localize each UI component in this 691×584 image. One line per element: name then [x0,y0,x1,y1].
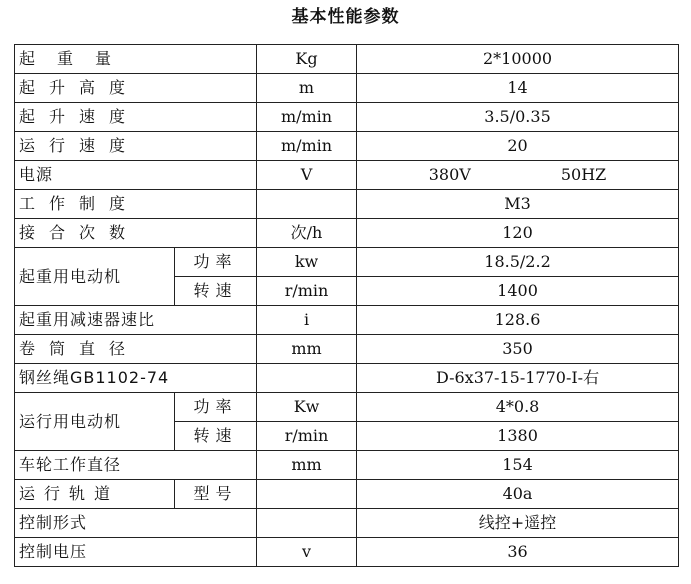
unit-cell: Kg [257,45,357,74]
sub-param-cell: 功率 [175,248,257,277]
table-row [15,45,679,74]
table-row [15,248,679,277]
unit-cell: r/min [257,277,357,306]
unit-cell: 次/h [257,219,357,248]
table-row [15,538,679,567]
value-cell: 14 [357,74,679,103]
page-title: 基本性能参数 [291,7,400,27]
value-cell: 20 [357,132,679,161]
param-cell: 起升高度 [15,74,257,103]
table-row [15,190,679,219]
param-cell: 工作制度 [15,190,257,219]
value-cell: D-6x37-15-1770-Ⅰ-右 [357,364,679,393]
param-cell: 电源 [15,161,257,190]
param-cell: 起重量 [15,45,257,74]
param-cell: 控制电压 [15,538,257,567]
value-cell: 3.5/0.35 [357,103,679,132]
unit-cell: m [257,74,357,103]
value-cell: 350 [357,335,679,364]
unit-cell [257,190,357,219]
param-cell: 控制形式 [15,509,257,538]
value-cell: 36 [357,538,679,567]
frequency-value: 50HZ [560,165,607,184]
param-cell: 起重用电动机 [15,248,175,306]
table-row [15,74,679,103]
param-cell: 运行轨道 [15,480,175,509]
table-row [15,393,679,422]
table-row [15,132,679,161]
value-cell: 154 [357,451,679,480]
voltage-value: 380V [428,165,471,184]
sub-param-cell: 功率 [175,393,257,422]
unit-cell: Kw [257,393,357,422]
param-cell: 起重用减速器速比 [15,306,257,335]
table-row [15,480,679,509]
table-row [15,364,679,393]
unit-cell: v [257,538,357,567]
value-cell: 1380 [357,422,679,451]
param-cell: 卷筒直径 [15,335,257,364]
sub-param-cell: 转速 [175,422,257,451]
unit-cell [257,364,357,393]
unit-cell: i [257,306,357,335]
value-cell: 2*10000 [357,45,679,74]
unit-cell: m/min [257,132,357,161]
table-row [15,451,679,480]
unit-cell: mm [257,451,357,480]
param-cell: 运行速度 [15,132,257,161]
value-cell: M3 [357,190,679,219]
unit-cell: m/min [257,103,357,132]
param-cell: 接合次数 [15,219,257,248]
value-cell: 128.6 [357,306,679,335]
table-row [15,161,679,190]
sub-param-cell: 转速 [175,277,257,306]
table-row [15,103,679,132]
value-cell: 120 [357,219,679,248]
param-cell: 钢丝绳GB1102-74 [15,364,257,393]
value-cell: 1400 [357,277,679,306]
performance-parameters-table [14,44,679,567]
param-cell: 运行用电动机 [15,393,175,451]
table-row [15,509,679,538]
value-cell: 18.5/2.2 [357,248,679,277]
unit-cell: r/min [257,422,357,451]
value-cell: 线控+遥控 [357,509,679,538]
unit-cell: kw [257,248,357,277]
value-cell [357,161,679,190]
param-cell: 起升速度 [15,103,257,132]
table-row [15,306,679,335]
value-cell: 4*0.8 [357,393,679,422]
table-row [15,219,679,248]
unit-cell: mm [257,335,357,364]
unit-cell [257,480,357,509]
sub-param-cell: 型号 [175,480,257,509]
value-cell: 40a [357,480,679,509]
param-cell: 车轮工作直径 [15,451,257,480]
table-row [15,335,679,364]
unit-cell: V [257,161,357,190]
unit-cell [257,509,357,538]
